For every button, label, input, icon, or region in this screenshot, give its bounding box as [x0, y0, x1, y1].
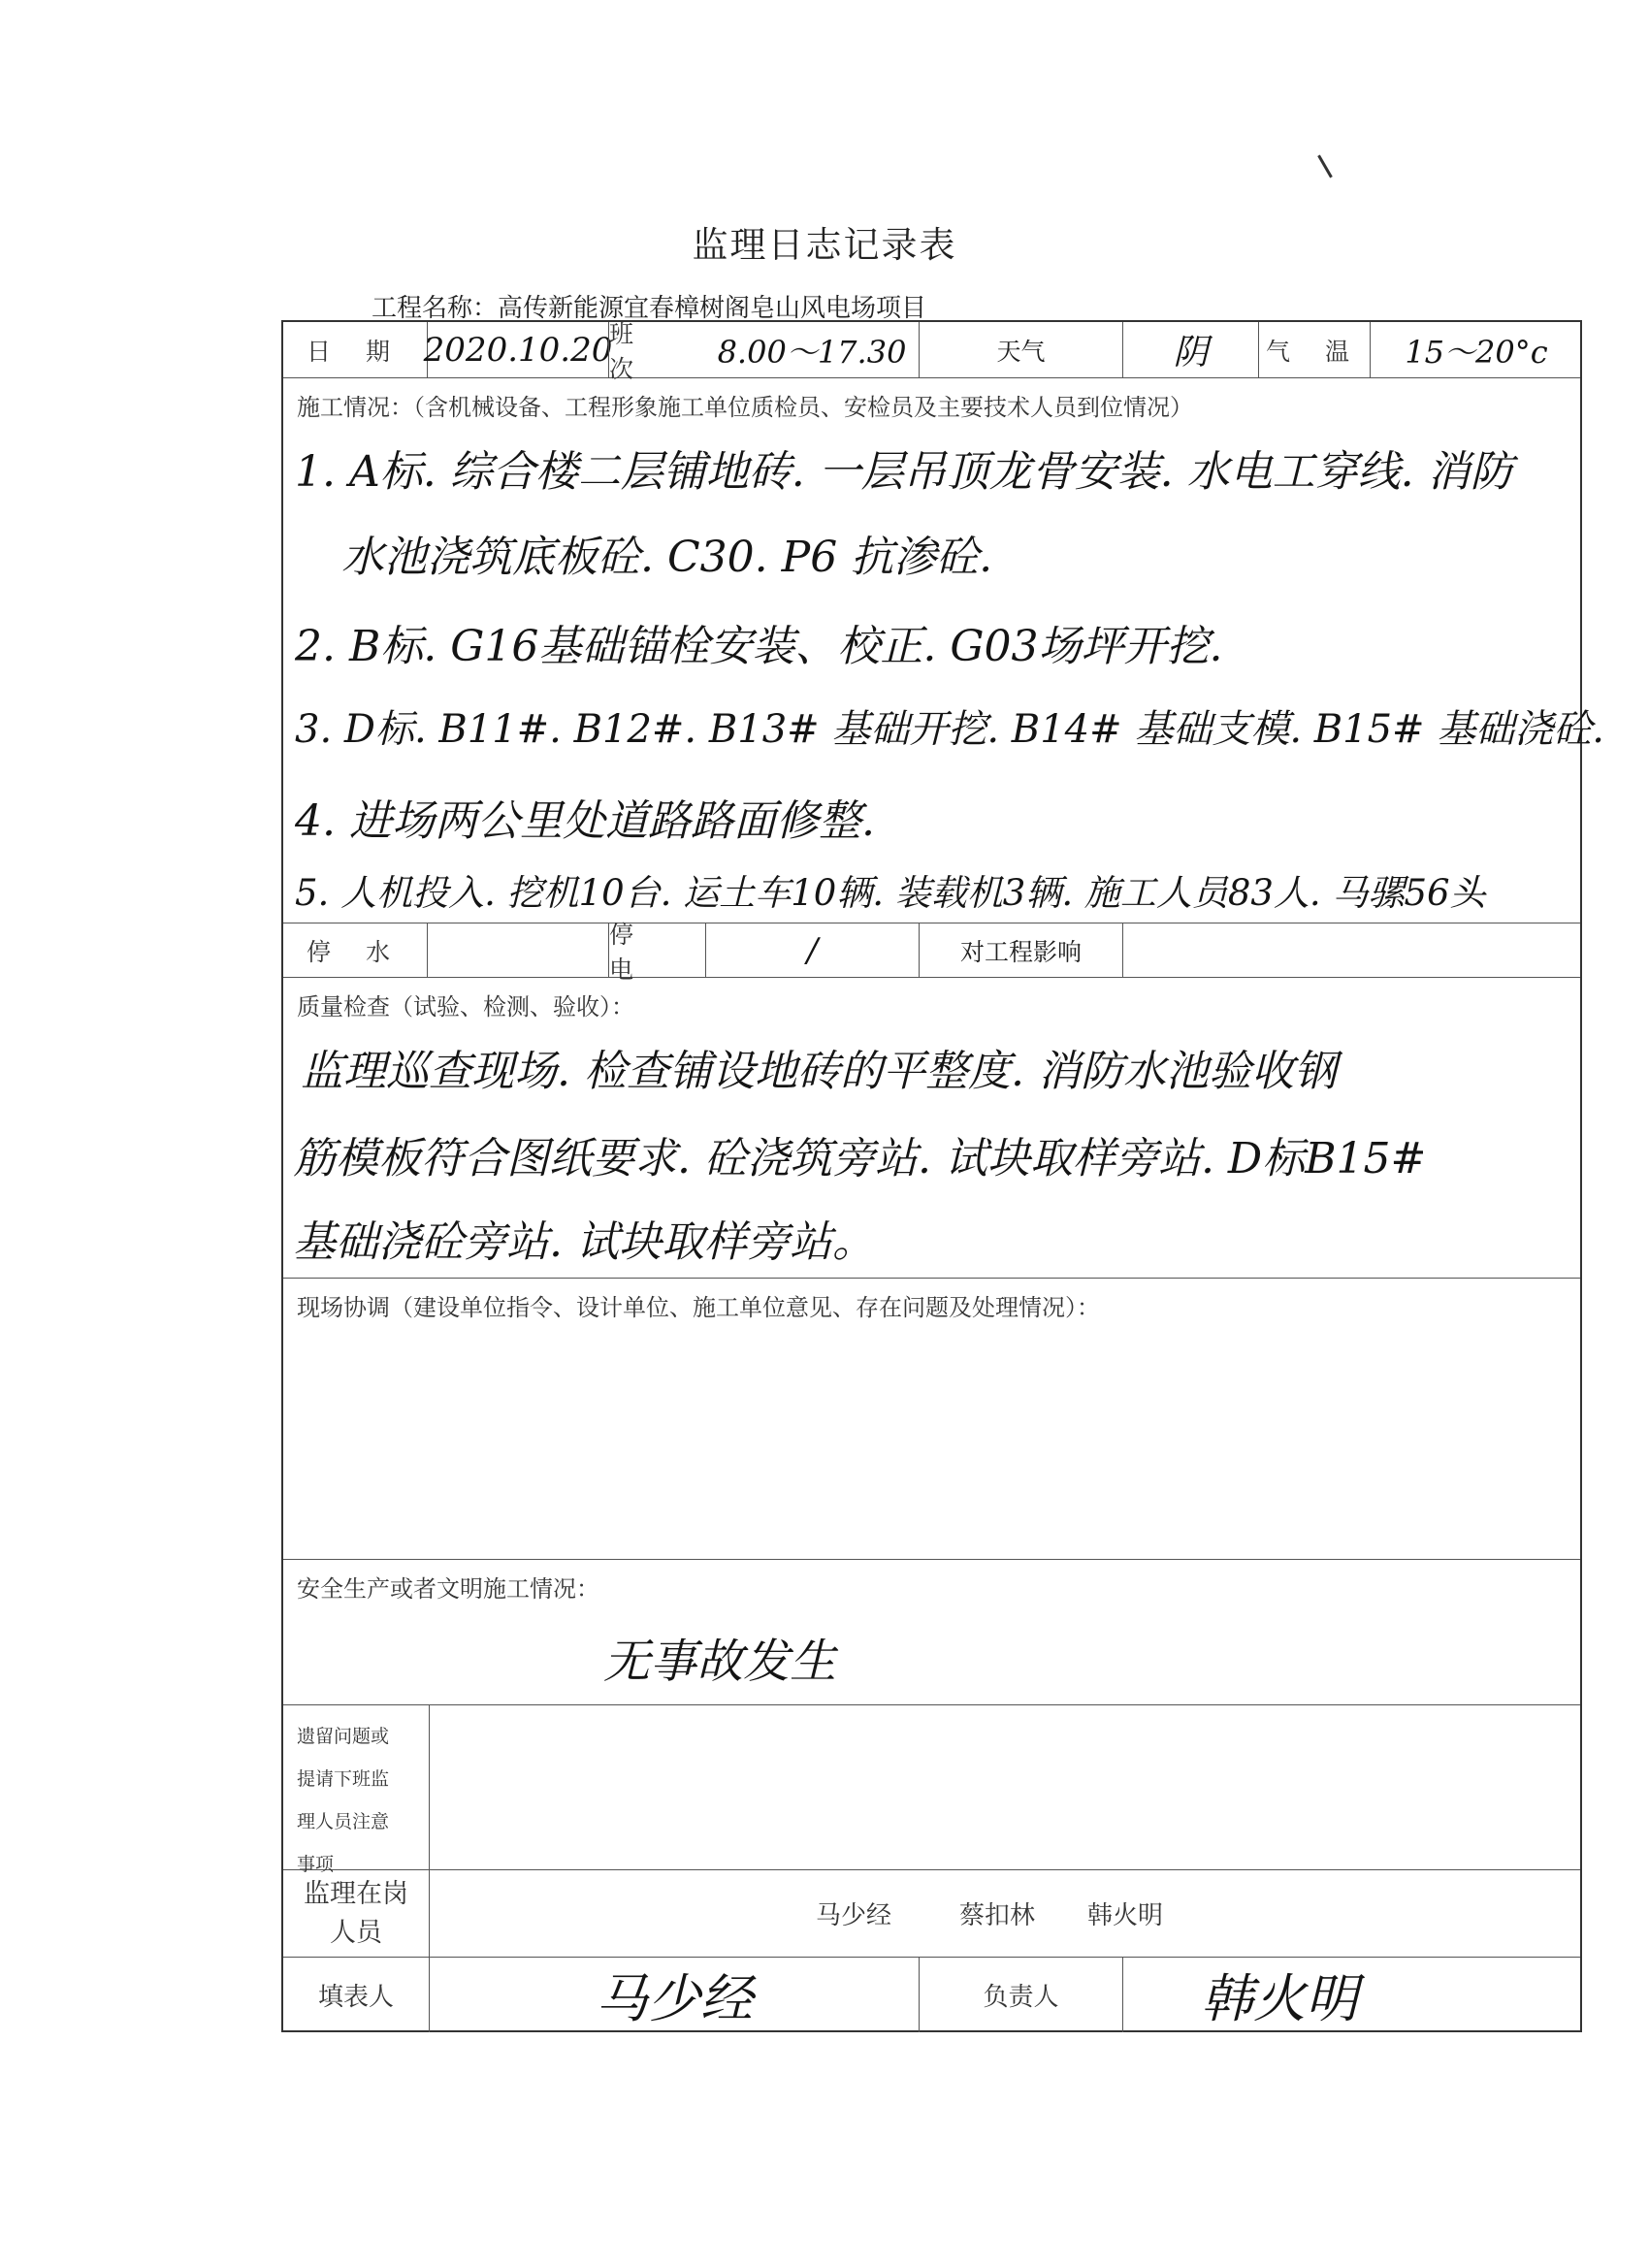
temp-label: 气 温: [1266, 337, 1363, 366]
pending-value: [429, 1705, 1582, 1869]
construction-line: 4. 进场两公里处道路路面修整.: [295, 796, 875, 846]
quality-line: 基础浇砼旁站. 试块取样旁站。: [293, 1217, 875, 1267]
construction-line: 水池浇筑底板砼. C30. P6 抗渗砼.: [341, 533, 993, 582]
filler-signature: 马少经: [429, 1958, 919, 2032]
construction-line: 5. 人机投入. 挖机10台. 运土车10辆. 装载机3辆. 施工人员83人. 马骡56头: [295, 872, 1486, 914]
construction-line: 2. B标. G16基础锚栓安装、校正. G03场坪开挖.: [295, 622, 1223, 671]
power-value: /: [705, 923, 919, 977]
coordination-section: [283, 1279, 1580, 1560]
water-value: [427, 923, 608, 977]
form-title: 监理日志记录表: [692, 224, 957, 266]
impact-label: 对工程影响: [959, 937, 1082, 966]
power-label: 停 电: [609, 920, 648, 984]
staff-label: 监理在岗 人员: [304, 1878, 408, 1948]
temp-value: 15～20°c: [1370, 322, 1582, 377]
pending-section: [283, 1705, 1580, 1875]
pending-label: 遗留问题或 提请下班监 理人员注意 事项: [297, 1726, 390, 1875]
construction-line: 3. D标. B11#. B12#. B13# 基础开挖. B14# 基础支模. B15# 基础浇砼.: [295, 707, 1604, 752]
responsible-signature: 韩火明: [1122, 1958, 1582, 2032]
construction-line: 1. A标. 综合楼二层铺地砖. 一层吊顶龙骨安装. 水电工穿线. 消防: [295, 447, 1513, 497]
pen-mark: [1317, 154, 1333, 178]
staff-row: [283, 1870, 1580, 1958]
log-table: [281, 319, 1604, 2032]
stoppage-row: [283, 920, 1580, 984]
quality-line: 监理巡查现场. 检查铺设地砖的平整度. 消防水池验收钢: [301, 1047, 1337, 1096]
quality-line: 筋模板符合图纸要求. 砼浇筑旁站. 试块取样旁站. D标B15#: [293, 1134, 1427, 1183]
shift-label: 班 次: [609, 319, 648, 383]
coordination-label: 现场协调（建设单位指令、设计单位、施工单位意见、存在问题及处理情况）：: [297, 1294, 1100, 1321]
construction-section: [283, 378, 1604, 923]
info-row: [283, 319, 1580, 383]
staff-name: 韩火明: [1087, 1901, 1164, 1930]
staff-name: 马少经: [816, 1901, 892, 1930]
quality-section: [283, 978, 1580, 1279]
safety-section: [283, 1560, 1580, 1705]
impact-value: [1122, 923, 1582, 977]
staff-name: 蔡扣林: [959, 1901, 1036, 1930]
quality-label: 质量检查（试验、检测、验收）：: [297, 993, 634, 1021]
construction-label: 施工情况：（含机械设备、工程形象施工单位质检员、安检员及主要技术人员到位情况）: [297, 394, 1193, 421]
weather-value: 阴: [1122, 322, 1258, 377]
date-value: 2020.10.20: [427, 322, 608, 377]
date-label: 日 期: [307, 337, 404, 366]
shift-value: 8.00～17.30: [717, 333, 907, 371]
safety-value: 无事故发生: [603, 1635, 837, 1689]
weather-label: 天气: [996, 337, 1046, 366]
filler-label: 填表人: [317, 1983, 394, 2012]
signature-row: [283, 1958, 1580, 2032]
responsible-label: 负责人: [919, 1958, 1122, 2032]
water-label: 停 水: [307, 937, 404, 966]
project-name: 高传新能源宜春樟树阁皂山风电场项目: [498, 294, 927, 323]
project-label: 工程名称：: [372, 294, 499, 323]
safety-label: 安全生产或者文明施工情况：: [297, 1575, 599, 1603]
